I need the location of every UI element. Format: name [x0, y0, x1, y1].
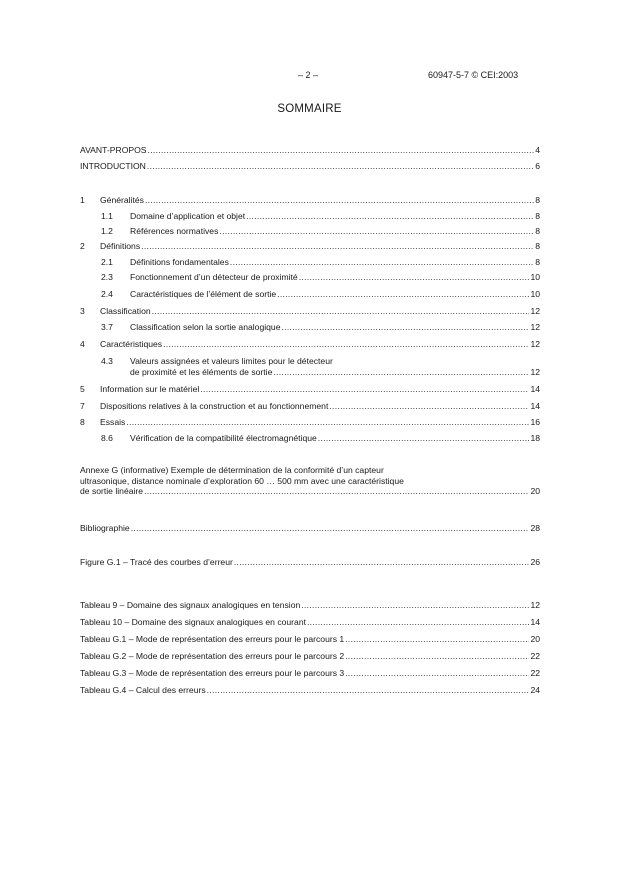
toc-entry-text: Tableau G.4 – Calcul des erreurs	[80, 685, 206, 695]
toc-entry-section-1-2[interactable]	[80, 226, 540, 237]
toc-page-number: 8	[535, 195, 540, 205]
toc-entry-section-5[interactable]	[80, 384, 540, 395]
toc-page-number: 12	[530, 322, 540, 332]
toc-page-number: 10	[530, 289, 540, 299]
toc-entry-text: Tableau G.2 – Mode de représentation des erreurs pour le parcours 2	[80, 651, 345, 661]
toc-entry-text-line1: Valeurs assignées et valeurs limites pour le détecteur	[130, 356, 333, 366]
dot-leader	[163, 339, 529, 350]
dot-leader	[147, 161, 534, 172]
toc-entry-text: Information sur le matériel	[100, 384, 200, 394]
toc-entry-section-8[interactable]	[80, 417, 540, 428]
toc-entry-table-g1[interactable]	[80, 634, 540, 645]
toc-page-number: 8	[535, 241, 540, 251]
toc-entry-text: Caractéristiques	[100, 339, 163, 349]
toc-section-number: 7	[80, 401, 85, 411]
toc-section-number: 2.4	[101, 289, 113, 299]
dot-leader	[141, 241, 534, 252]
toc-entry-section-2[interactable]	[80, 241, 540, 252]
toc-entry-text: Domaine d’application et objet	[130, 211, 246, 221]
dot-leader	[200, 384, 529, 395]
toc-entry-table-10[interactable]	[80, 617, 540, 628]
toc-section-number: 8.6	[101, 433, 113, 443]
dot-leader	[273, 367, 529, 378]
toc-section-number: 8	[80, 417, 85, 427]
toc-section-number: 1.2	[101, 226, 113, 236]
dot-leader	[301, 600, 529, 611]
toc-entry-text: Classification	[100, 306, 151, 316]
toc-entry-text: Définitions fondamentales	[130, 257, 229, 267]
toc-section-number: 3	[80, 306, 85, 316]
dot-leader	[145, 195, 534, 206]
toc-page-number: 20	[530, 486, 540, 496]
toc-entry-text: Généralités	[100, 195, 144, 205]
toc-entry-text: Essais	[100, 417, 126, 427]
toc-page-number: 8	[535, 226, 540, 236]
toc-page-number: 16	[530, 417, 540, 427]
dot-leader	[144, 486, 529, 497]
toc-entry-introduction[interactable]	[80, 161, 540, 172]
dot-leader	[230, 257, 534, 268]
dot-leader	[131, 523, 530, 534]
dot-leader	[307, 617, 529, 628]
toc-page-number: 28	[530, 523, 540, 533]
dot-leader	[234, 557, 530, 568]
toc-page-number: 14	[530, 384, 540, 394]
toc-entry-text: Vérification de la compatibilité électromagnétique	[130, 433, 317, 443]
toc-entry-section-2-1[interactable]	[80, 257, 540, 268]
toc-entry-section-1-1[interactable]	[80, 211, 540, 222]
toc-entry-section-4-3[interactable]	[80, 356, 540, 377]
toc-entry-table-9[interactable]	[80, 600, 540, 611]
toc-entry-text: Classification selon la sortie analogique	[130, 322, 281, 332]
dot-leader	[148, 145, 535, 156]
toc-page-number: 14	[530, 401, 540, 411]
dot-leader	[345, 634, 529, 645]
toc-entry-text: Caractéristiques de l’élément de sortie	[130, 289, 277, 299]
page-title: SOMMAIRE	[277, 103, 342, 115]
toc-page-number: 10	[530, 272, 540, 282]
toc-entry-section-7[interactable]	[80, 401, 540, 412]
toc-entry-text: Tableau G.3 – Mode de représentation des erreurs pour le parcours 3	[80, 668, 345, 678]
dot-leader	[246, 211, 534, 222]
toc-page-number: 6	[535, 161, 540, 171]
document-reference: 60947-5-7 © CEI:2003	[428, 70, 519, 80]
dot-leader	[219, 226, 534, 237]
toc-page-number: 12	[530, 306, 540, 316]
toc-page-number: 18	[530, 433, 540, 443]
toc-page-number: 12	[530, 600, 540, 610]
toc-section-number: 1.1	[101, 211, 113, 221]
dot-leader	[329, 401, 529, 412]
toc-entry-section-3-7[interactable]	[80, 322, 540, 333]
dot-leader	[207, 685, 530, 696]
toc-entry-table-g2[interactable]	[80, 651, 540, 662]
toc-section-number: 4	[80, 339, 85, 349]
toc-page-number: 12	[530, 339, 540, 349]
toc-entry-text-line2: de proximité et les éléments de sortie	[130, 366, 273, 377]
toc-page-number: 14	[530, 617, 540, 627]
toc-entry-section-8-6[interactable]	[80, 433, 540, 444]
toc-section-number: 4.3	[101, 356, 113, 366]
toc-page-number: 12	[530, 366, 540, 377]
toc-entry-table-g4[interactable]	[80, 685, 540, 696]
toc-entry-text: Dispositions relatives à la construction et au fonctionnement	[100, 401, 329, 411]
toc-entry-text: Définitions	[100, 241, 141, 251]
toc-section-number: 3.7	[101, 322, 113, 332]
toc-section-number: 2.1	[101, 257, 113, 267]
toc-entry-text: Figure G.1 – Tracé des courbes d’erreur	[80, 557, 233, 567]
toc-page-number: 20	[530, 634, 540, 644]
toc-entry-text: Bibliographie	[80, 523, 130, 533]
toc-entry-bibliography[interactable]	[80, 523, 540, 534]
dot-leader	[281, 322, 529, 333]
dot-leader	[318, 433, 530, 444]
toc-entry-table-g3[interactable]	[80, 668, 540, 679]
toc-page-number: 22	[530, 651, 540, 661]
toc-section-number: 2	[80, 241, 85, 251]
toc-entry-section-3[interactable]	[80, 306, 540, 317]
toc-entry-text-line3: de sortie linéaire	[80, 486, 144, 496]
toc-entry-text: Fonctionnement d’un détecteur de proximité	[130, 272, 298, 282]
toc-page-number: 26	[530, 557, 540, 567]
toc-page-number: 8	[535, 211, 540, 221]
dot-leader	[345, 668, 529, 679]
toc-entry-section-2-4[interactable]	[80, 289, 540, 300]
toc-section-number: 5	[80, 384, 85, 394]
toc-entry-text-line2: ultrasonique, distance nominale d’exploration 60 … 500 mm avec une caractéristique	[80, 475, 404, 486]
dot-leader	[152, 306, 530, 317]
toc-page-number: 22	[530, 668, 540, 678]
toc-entry-foreword[interactable]	[80, 145, 540, 156]
toc-entry-text: Références normatives	[130, 226, 219, 236]
dot-leader	[126, 417, 529, 428]
toc-entry-text: Tableau 10 – Domaine des signaux analogiques en courant	[80, 617, 306, 627]
toc-entry-figure-g1[interactable]	[80, 557, 540, 568]
toc-entry-section-2-3[interactable]	[80, 272, 540, 283]
dot-leader	[345, 651, 529, 662]
toc-page-number: 4	[535, 145, 540, 155]
toc-entry-text: Tableau G.1 – Mode de représentation des erreurs pour le parcours 1	[80, 634, 345, 644]
toc-entry-text: AVANT-PROPOS	[80, 145, 147, 155]
toc-entry-text: Tableau 9 – Domaine des signaux analogiques en tension	[80, 600, 301, 610]
toc-entry-section-4[interactable]	[80, 339, 540, 350]
dot-leader	[277, 289, 529, 300]
toc-section-number: 2.3	[101, 272, 113, 282]
toc-page-number: 24	[530, 685, 540, 695]
toc-page-number: 8	[535, 257, 540, 267]
toc-entry-text-line1: Annexe G (informative) Exemple de détermination de la conformité d’un capteur	[80, 465, 384, 475]
page-number: – 2 –	[298, 70, 319, 80]
toc-entry-text: INTRODUCTION	[80, 161, 146, 171]
toc-section-number: 1	[80, 195, 85, 205]
toc-entry-annex-g[interactable]	[80, 465, 540, 497]
dot-leader	[299, 272, 530, 283]
toc-entry-section-1[interactable]	[80, 195, 540, 206]
